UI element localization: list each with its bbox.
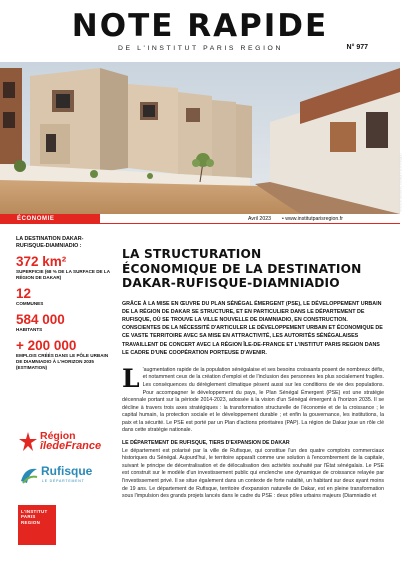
article-body: [122, 363, 384, 435]
rufisque-emblem-icon: [19, 465, 39, 485]
rubric-tag: ÉCONOMIE: [0, 214, 100, 224]
housing-street-photo: [0, 62, 400, 214]
headline-line: LA STRUCTURATION: [122, 247, 262, 261]
rufisque-logo-name: Rufisque: [41, 464, 93, 478]
headline-line: DAKAR-RUFISQUE-DIAMNIADIO: [122, 276, 340, 290]
stat-item: [16, 339, 112, 371]
key-figures-sidebar: [16, 236, 112, 371]
stat-item: [16, 287, 112, 307]
rufisque-logo-subtitle: LE DÉPARTEMENT: [42, 479, 85, 483]
stat-caption: SUPERFICIE (68 % DE LA SURFACE DE LA RÉGION DE DAKAR): [16, 269, 110, 280]
stat-caption: COMMUNES: [16, 301, 44, 306]
headline-line: ÉCONOMIQUE DE LA DESTINATION: [122, 261, 362, 276]
rubric-divider: [100, 223, 400, 224]
publication-date: Avril 2023: [248, 216, 271, 222]
website-link[interactable]: • www.institutparisregion.fr: [282, 216, 343, 222]
drop-cap: L: [122, 363, 140, 393]
stat-value: 584 000: [16, 312, 65, 327]
stat-value: 12: [16, 286, 32, 301]
region-logo-line2: îledeFrance: [40, 440, 102, 452]
section-heading: LE DÉPARTEMENT DE RUFISQUE, TIERS D'EXPANSION DE DAKAR: [122, 439, 290, 446]
region-star-icon: [19, 432, 37, 452]
article-lede: GRÂCE À LA MISE EN ŒUVRE DU PLAN SÉNÉGAL ÉMERGENT (PSE), LE DÉVELOPPEMENT URBAIN DE LA RÉGION DE DAKAR SE STRUCTURE, ET EN PARTICULIER DANS LE DÉPARTEMENT DE RUFISQUE, OÙ SE TROUVE LA VILLE NOUVELLE DE DIAMNIADIO, EN CONSTRUCTION. CONSCIENTES DE LA NÉCESSITÉ D'ARTICULER LE DÉVELOPPEMENT URBAIN ET ÉCONOMIQUE DE CE VASTE TERRITOIRE AVEC SA MISE EN ATTRACTIVITÉ, LES AUTORITÉS SÉNÉGALAISES TRAVAILLENT DE CONCERT AVEC LA RÉGION ÎLE-DE-FRANCE ET L'INSTITUT PARIS REGION DANS LE CADRE D'UNE COOPÉRATION PORTEUSE D'AVENIR.: [122, 300, 383, 356]
cover-photo: [0, 62, 400, 214]
article-headline: [122, 247, 384, 291]
ipr-logo-line3: REGION: [21, 519, 41, 525]
region-logo-line1: Région: [40, 430, 76, 442]
publication-title: NOTE RAPIDE: [71, 8, 329, 44]
region-ile-de-france-logo: [18, 430, 108, 456]
institut-paris-region-logo: [18, 505, 56, 545]
stat-caption: EMPLOIS CRÉÉS DANS LE PÔLE URBAIN DE DIAMNIADIO À L'HORIZON 2035 (ESTIMATION): [16, 353, 109, 370]
article: [122, 247, 384, 501]
ipr-logo-line1: L'INSTITUT: [21, 509, 48, 514]
stat-value: + 200 000: [16, 338, 77, 353]
key-figures-label: LA DESTINATION DAKAR-RUFISQUE-DIAMNIADIO :: [16, 236, 84, 249]
rubric-bar: [0, 214, 400, 226]
stat-caption: HABITANTS: [16, 327, 43, 332]
article-body-text: 'augmentation rapide de la population sénégalaise et ses besoins croissants posent de nombreux défis, et notamment ceux de la création d'emploi et de l'inclusion des personnes les plus socialement fragiles. Les conséquences du dérèglement climatique pèsent aussi sur les conditions de vie des populations. Pour accompagner le développement du pays, le Plan Sénégal Émergent (PSE) est une stratégie décennale portant sur la période 2014-2023, adossée à la vision d'un Sénégal émergent à l'horizon 2035. Il se décline à travers trois axes stratégiques : la transformation structurelle de l'économie et de la croissance ; le capital humain, la protection sociale et le développement durable ; et enfin la gouvernance, les institutions, la paix et la sécurité. Le PSE est porté par un Plan d'actions prioritaires (PAP). La région de Dakar joue un rôle clé dans cette stratégie nationale.: [122, 366, 384, 434]
section-body-text: Le département est polarisé par la ville de Rufisque, qui constitue l'un des quatre comptoirs commerciaux historiques du Sénégal. Aujourd'hui, le territoire apparaît comme une solution à l'encombrement de la capitale, suivant le principe de décentralisation et de délocalisation des activités souhaité par l'État sénégalais. Le PSE est construit sur le modèle d'un investissement public qui enclenche une dynamique de croissance relayée par l'investissement privé. Il se situe également dans un contexte de forte natalité, un habitant sur deux ayant moins de 19 ans. Le département de Rufisque, territoire d'expansion naturelle de Dakar, est en pleine transformation sous l'impulsion des grands projets lancés dans le cadre du PSE : deux pôles urbains majeurs (Diamniadio et: [122, 447, 384, 500]
issue-number: N° 977: [346, 44, 368, 51]
ipr-logo-line2: PARIS: [21, 514, 36, 520]
stat-item: [16, 255, 112, 281]
stat-item: [16, 313, 112, 333]
publication-subtitle: DE L'INSTITUT PARIS REGION: [118, 45, 283, 52]
photo-credit: Vincent Gollain/L'Institut Paris Region: [398, 153, 402, 212]
masthead: [0, 0, 400, 66]
rufisque-department-logo: [18, 463, 108, 489]
stat-value: 372 km²: [16, 254, 67, 269]
